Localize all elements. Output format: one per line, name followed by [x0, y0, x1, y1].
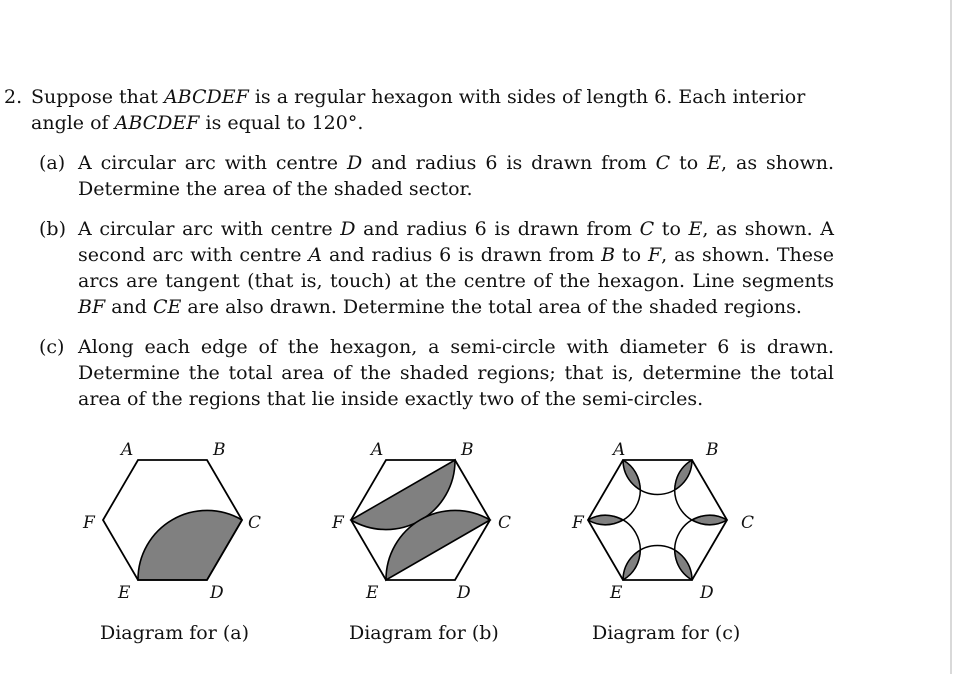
vertex-label-e: E	[366, 583, 379, 603]
shaded-lenses	[588, 460, 727, 580]
part-label: (b)	[39, 218, 66, 240]
part-label: (c)	[39, 336, 65, 358]
vertex-label-b: B	[706, 440, 719, 460]
vertex-label-a: A	[121, 440, 134, 460]
vertex-label-b: B	[461, 440, 474, 460]
part-label: (a)	[39, 152, 66, 174]
diagram-c	[555, 430, 775, 610]
caption-b: Diagram for (b)	[349, 622, 499, 644]
diagram-b	[318, 430, 538, 610]
part-b	[4, 216, 834, 320]
problem-2	[4, 84, 834, 412]
vertex-label-e: E	[118, 583, 131, 603]
caption-a: Diagram for (a)	[100, 622, 250, 644]
vertex-label-f: F	[83, 513, 95, 533]
vertex-label-f: F	[332, 513, 344, 533]
vertex-label-c: C	[498, 513, 512, 533]
caption-c: Diagram for (c)	[592, 622, 741, 644]
vertex-label-b: B	[213, 440, 226, 460]
vertex-label-d: D	[210, 583, 224, 603]
vertex-label-c: C	[741, 513, 755, 533]
vertex-label-f: F	[572, 513, 584, 533]
part-a-text: A circular arc with centre D and radius 6 is drawn from C to E, as shown. Determine the area of the shaded sector.	[78, 152, 835, 200]
vertex-label-e: E	[610, 583, 623, 603]
part-c	[4, 334, 834, 412]
diagram-a	[70, 430, 290, 610]
part-c-text: Along each edge of the hexagon, a semi-circle with diameter 6 is drawn. Determine the total area of the shaded regions; that is, determine the total area of the regions that lie inside exactly two of the semi-circles.	[78, 336, 834, 410]
vertex-label-d: D	[700, 583, 714, 603]
vertex-label-c: C	[248, 513, 262, 533]
part-a	[4, 150, 834, 202]
vertex-label-a: A	[371, 440, 384, 460]
problem-number: 2.	[4, 86, 23, 108]
part-b-text: A circular arc with centre D and radius 6 is drawn from C to E, as shown. A second arc with centre A and radius 6 is drawn from B to F, as shown. These arcs are tangent (that is, touch) at the centre of the hexagon. Line segments BF and CE are also drawn. Determine the total area of the shaded regions.	[78, 218, 835, 318]
vertex-label-d: D	[457, 583, 471, 603]
page-edge	[950, 0, 952, 674]
problem-intro: Suppose that ABCDEF is a regular hexagon with sides of length 6. Each interior angle of ABCDEF is equal to 120°.	[31, 86, 806, 134]
vertex-label-a: A	[613, 440, 626, 460]
